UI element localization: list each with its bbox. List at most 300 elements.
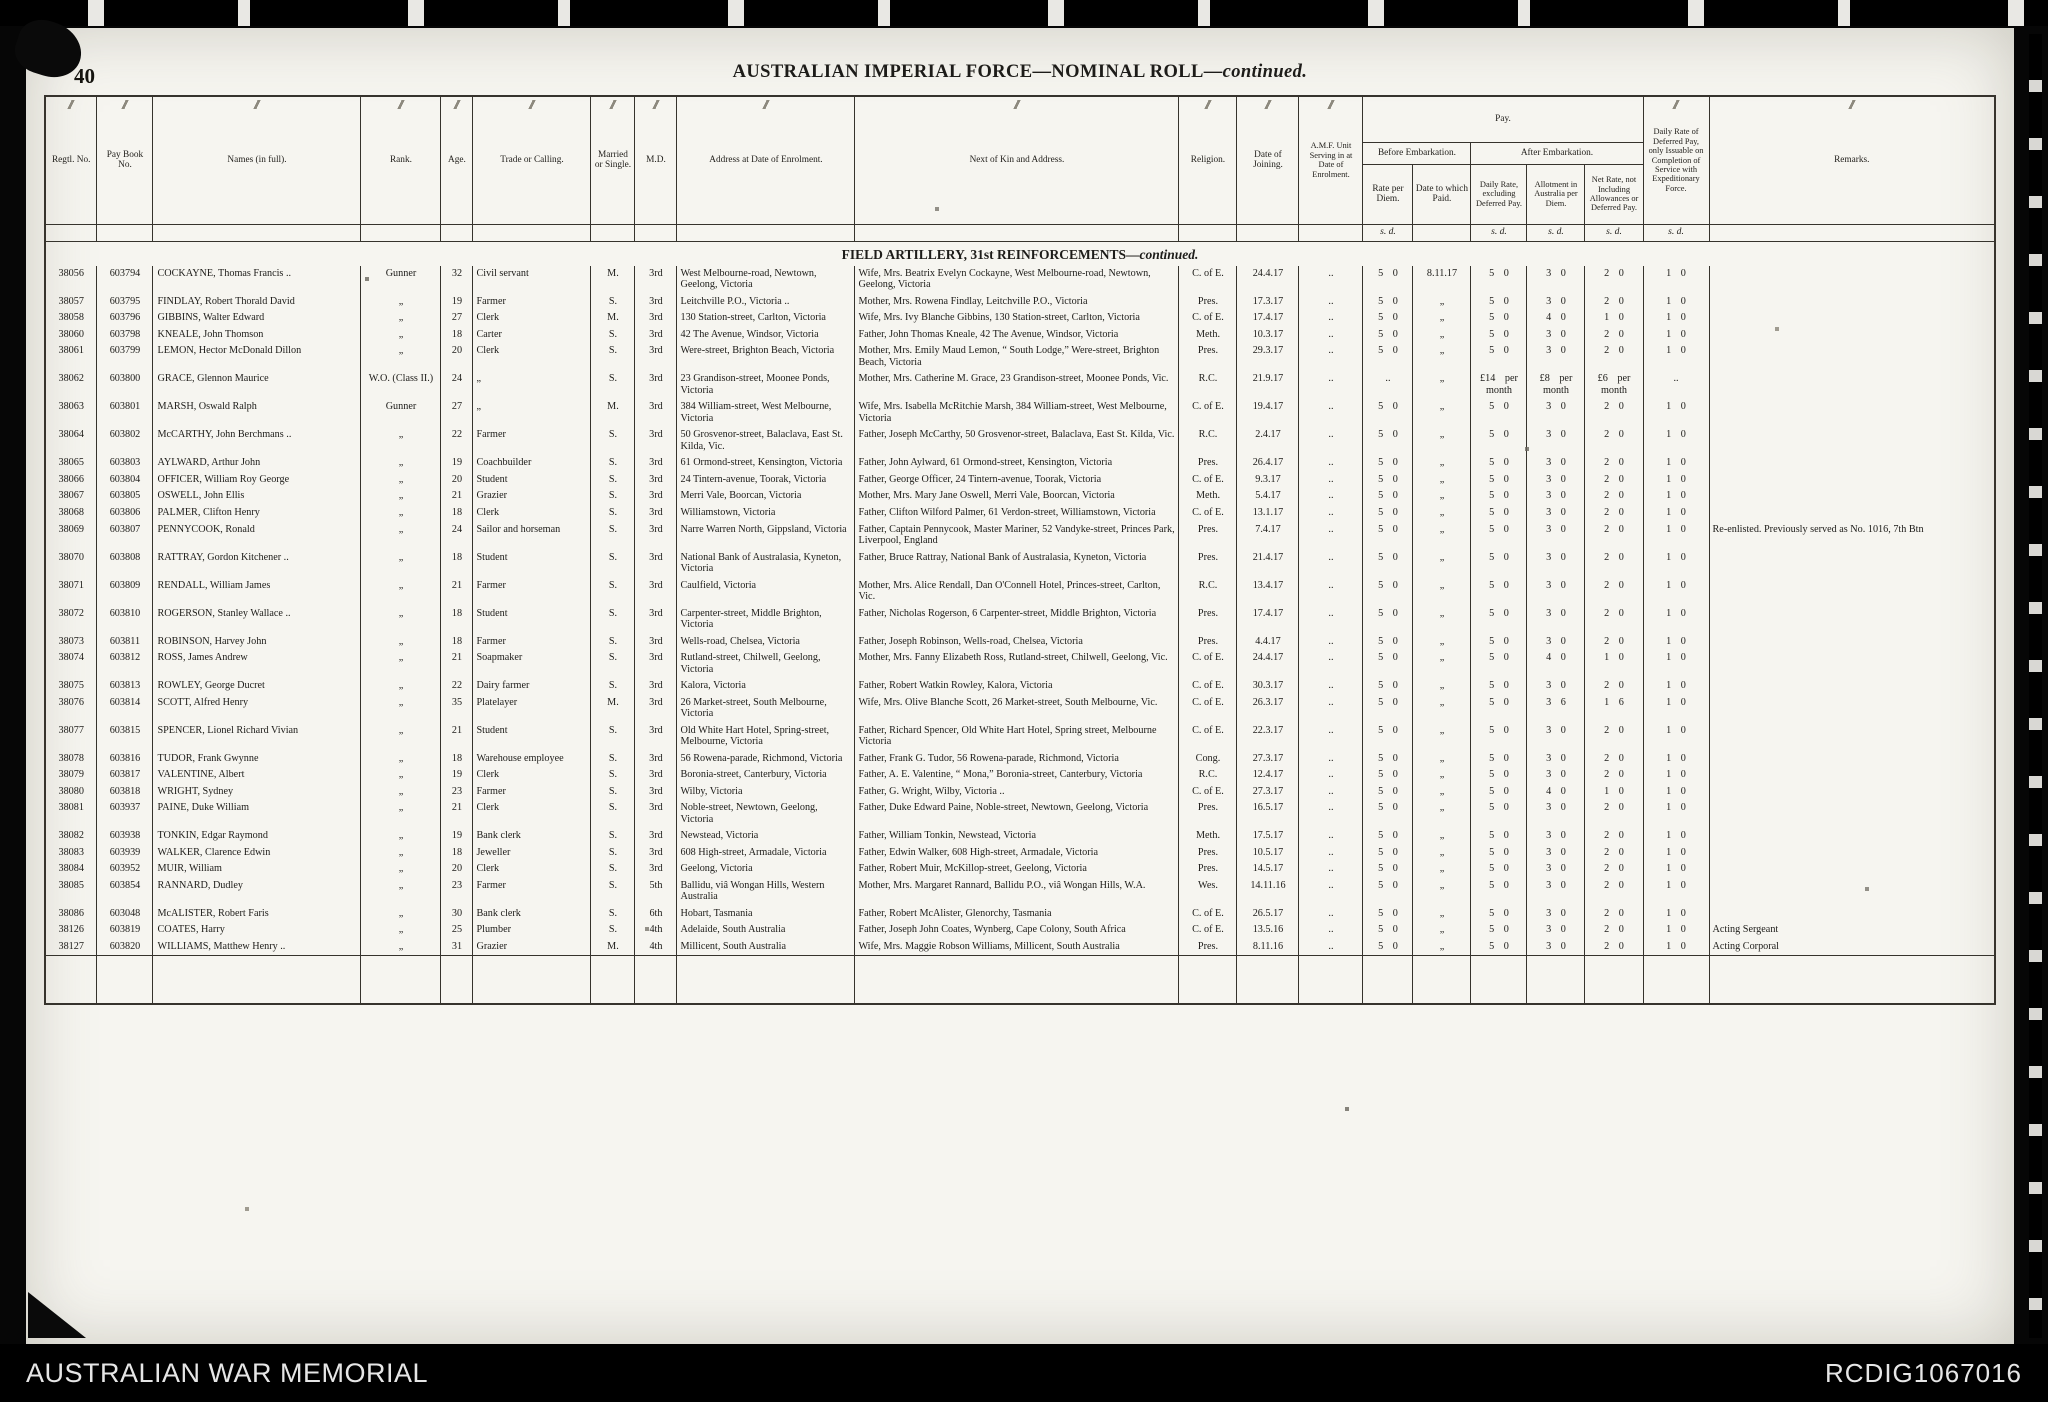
cell-pay-book-no: 603813: [97, 678, 153, 695]
cell-md: 4th: [635, 922, 677, 939]
cell-name: PENNYCOOK, Ronald: [153, 522, 361, 550]
cell-deferred-pay: 1 0: [1643, 310, 1709, 327]
table-row: [45, 550, 1995, 578]
filler-cell: [591, 956, 635, 1004]
cell-age: 22: [441, 427, 473, 455]
cell-address: Were-street, Brighton Beach, Victoria: [677, 343, 855, 371]
cell-regtl-no: 38074: [45, 650, 97, 678]
cell-rate-per-diem: 5 0: [1363, 695, 1413, 723]
cell-remarks: Acting Corporal: [1709, 939, 1995, 956]
cell-age: 19: [441, 828, 473, 845]
cell-name: COATES, Harry: [153, 922, 361, 939]
cell-trade: Grazier: [473, 488, 591, 505]
cell-rate-per-diem: 5 0: [1363, 922, 1413, 939]
cell-date-to-which-paid: „: [1413, 922, 1471, 939]
cell-next-of-kin: Father, Robert Muir, McKillop-street, Geelong, Victoria: [855, 861, 1179, 878]
filler-cell: [473, 956, 591, 1004]
cell-name: COCKAYNE, Thomas Francis ..: [153, 266, 361, 294]
cell-deferred-pay: 1 0: [1643, 455, 1709, 472]
cell-regtl-no: 38070: [45, 550, 97, 578]
cell-daily-rate: 5 0: [1471, 606, 1527, 634]
cell-daily-rate: 5 0: [1471, 695, 1527, 723]
cell-md: 3rd: [635, 784, 677, 801]
cell-regtl-no: 38069: [45, 522, 97, 550]
cell-married-single: S.: [591, 906, 635, 923]
cell-pay-book-no: 603800: [97, 371, 153, 399]
cell-remarks: [1709, 294, 1995, 311]
cell-married-single: M.: [591, 310, 635, 327]
cell-age: 21: [441, 723, 473, 751]
cell-rank: „: [361, 310, 441, 327]
cell-date-of-joining: 8.11.16: [1237, 939, 1299, 956]
cell-married-single: S.: [591, 845, 635, 862]
cell-regtl-no: 38082: [45, 828, 97, 845]
cell-married-single: M.: [591, 266, 635, 294]
cell-net-rate: 2 0: [1585, 266, 1643, 294]
cell-deferred-pay: 1 0: [1643, 294, 1709, 311]
cell-rank: Gunner: [361, 399, 441, 427]
cell-next-of-kin: Father, Joseph John Coates, Wynberg, Cape Colony, South Africa: [855, 922, 1179, 939]
cell-trade: Clerk: [473, 800, 591, 828]
cell-married-single: S.: [591, 650, 635, 678]
cell-rate-per-diem: 5 0: [1363, 634, 1413, 651]
cell-age: 19: [441, 455, 473, 472]
cell-address: 384 William-street, West Melbourne, Victoria: [677, 399, 855, 427]
cell-date-to-which-paid: „: [1413, 371, 1471, 399]
cell-allotment: 3 0: [1527, 606, 1585, 634]
cell-pay-book-no: 603794: [97, 266, 153, 294]
cell-date-to-which-paid: „: [1413, 472, 1471, 489]
cell-pay-book-no: 603854: [97, 878, 153, 906]
cell-married-single: S.: [591, 634, 635, 651]
cell-date-to-which-paid: „: [1413, 678, 1471, 695]
cell-daily-rate: 5 0: [1471, 327, 1527, 344]
cell-rate-per-diem: 5 0: [1363, 751, 1413, 768]
cell-age: 18: [441, 606, 473, 634]
cell-remarks: [1709, 906, 1995, 923]
cell-md: 3rd: [635, 751, 677, 768]
cell-date-of-joining: 26.5.17: [1237, 906, 1299, 923]
cell-md: 3rd: [635, 723, 677, 751]
cell-remarks: [1709, 327, 1995, 344]
cell-next-of-kin: Father, Duke Edward Paine, Noble-street, Newtown, Geelong, Victoria: [855, 800, 1179, 828]
filler-cell: [1179, 956, 1237, 1004]
cell-trade: Farmer: [473, 427, 591, 455]
cell-md: 3rd: [635, 505, 677, 522]
cell-date-to-which-paid: „: [1413, 550, 1471, 578]
cell-religion: C. of E.: [1179, 399, 1237, 427]
cell-religion: C. of E.: [1179, 906, 1237, 923]
cell-date-to-which-paid: „: [1413, 828, 1471, 845]
cell-name: WILLIAMS, Matthew Henry ..: [153, 939, 361, 956]
units-empty: [855, 224, 1179, 241]
cell-rank: „: [361, 488, 441, 505]
cell-pay-book-no: 603811: [97, 634, 153, 651]
cell-amf-unit: ..: [1299, 266, 1363, 294]
cell-pay-book-no: 603805: [97, 488, 153, 505]
cell-pay-book-no: 603809: [97, 578, 153, 606]
cell-daily-rate: 5 0: [1471, 310, 1527, 327]
cell-address: Hobart, Tasmania: [677, 906, 855, 923]
cell-date-to-which-paid: „: [1413, 906, 1471, 923]
cell-trade: Sailor and horseman: [473, 522, 591, 550]
footer-reference: RCDIG1067016: [1825, 1357, 2022, 1388]
filler-cell: [855, 956, 1179, 1004]
cell-md: 3rd: [635, 266, 677, 294]
cell-regtl-no: 38083: [45, 845, 97, 862]
cell-address: Williamstown, Victoria: [677, 505, 855, 522]
cell-rate-per-diem: 5 0: [1363, 550, 1413, 578]
cell-next-of-kin: Mother, Mrs. Emily Maud Lemon, “ South Lodge,” Were-street, Brighton Beach, Victoria: [855, 343, 1179, 371]
cell-pay-book-no: 603808: [97, 550, 153, 578]
cell-daily-rate: 5 0: [1471, 678, 1527, 695]
cell-daily-rate: 5 0: [1471, 800, 1527, 828]
cell-deferred-pay: 1 0: [1643, 399, 1709, 427]
cell-amf-unit: ..: [1299, 861, 1363, 878]
cell-next-of-kin: Father, Bruce Rattray, National Bank of Australasia, Kyneton, Victoria: [855, 550, 1179, 578]
table-row: [45, 723, 1995, 751]
cell-regtl-no: 38060: [45, 327, 97, 344]
cell-date-of-joining: 13.1.17: [1237, 505, 1299, 522]
cell-allotment: 3 0: [1527, 550, 1585, 578]
cell-allotment: 3 0: [1527, 906, 1585, 923]
table-row: [45, 861, 1995, 878]
table-row: [45, 606, 1995, 634]
cell-regtl-no: 38062: [45, 371, 97, 399]
col-header-names: Names (in full).: [153, 96, 361, 224]
cell-pay-book-no: 603820: [97, 939, 153, 956]
cell-next-of-kin: Mother, Mrs. Fanny Elizabeth Ross, Rutland-street, Chilwell, Geelong, Vic.: [855, 650, 1179, 678]
cell-rate-per-diem: 5 0: [1363, 861, 1413, 878]
cell-remarks: [1709, 455, 1995, 472]
cell-rank: „: [361, 695, 441, 723]
cell-date-of-joining: 29.3.17: [1237, 343, 1299, 371]
cell-date-of-joining: 17.4.17: [1237, 606, 1299, 634]
cell-married-single: S.: [591, 327, 635, 344]
cell-religion: C. of E.: [1179, 650, 1237, 678]
cell-allotment: 3 0: [1527, 488, 1585, 505]
cell-married-single: S.: [591, 800, 635, 828]
cell-next-of-kin: Wife, Mrs. Olive Blanche Scott, 26 Market-street, South Melbourne, Vic.: [855, 695, 1179, 723]
cell-remarks: [1709, 878, 1995, 906]
table-row: [45, 578, 1995, 606]
cell-married-single: S.: [591, 922, 635, 939]
cell-md: 3rd: [635, 522, 677, 550]
cell-rate-per-diem: 5 0: [1363, 578, 1413, 606]
table-row: [45, 343, 1995, 371]
units-empty: [1179, 224, 1237, 241]
cell-religion: Meth.: [1179, 828, 1237, 845]
cell-net-rate: 2 0: [1585, 488, 1643, 505]
cell-amf-unit: ..: [1299, 505, 1363, 522]
cell-trade: Student: [473, 550, 591, 578]
cell-remarks: [1709, 606, 1995, 634]
cell-age: 19: [441, 294, 473, 311]
col-group-after-embarkation: After Embarkation.: [1471, 142, 1643, 164]
cell-pay-book-no: 603937: [97, 800, 153, 828]
cell-pay-book-no: 603818: [97, 784, 153, 801]
cell-address: 26 Market-street, South Melbourne, Victoria: [677, 695, 855, 723]
cell-amf-unit: ..: [1299, 310, 1363, 327]
cell-trade: Farmer: [473, 784, 591, 801]
cell-religion: Meth.: [1179, 327, 1237, 344]
cell-pay-book-no: 603803: [97, 455, 153, 472]
cell-married-single: S.: [591, 472, 635, 489]
cell-rate-per-diem: 5 0: [1363, 939, 1413, 956]
cell-age: 18: [441, 845, 473, 862]
cell-married-single: S.: [591, 371, 635, 399]
col-header-amf-unit: A.M.F. Unit Serving in at Date of Enrolment.: [1299, 96, 1363, 224]
table-row: [45, 294, 1995, 311]
cell-deferred-pay: 1 0: [1643, 800, 1709, 828]
cell-married-single: S.: [591, 606, 635, 634]
cell-pay-book-no: 603801: [97, 399, 153, 427]
cell-amf-unit: ..: [1299, 922, 1363, 939]
cell-date-of-joining: 4.4.17: [1237, 634, 1299, 651]
cell-religion: Pres.: [1179, 845, 1237, 862]
cell-daily-rate: 5 0: [1471, 294, 1527, 311]
cell-remarks: [1709, 472, 1995, 489]
cell-next-of-kin: Mother, Mrs. Rowena Findlay, Leitchville P.O., Victoria: [855, 294, 1179, 311]
cell-name: RATTRAY, Gordon Kitchener ..: [153, 550, 361, 578]
filler-cell: [1709, 956, 1995, 1004]
cell-deferred-pay: 1 0: [1643, 266, 1709, 294]
cell-next-of-kin: Father, Captain Pennycook, Master Mariner, 52 Vandyke-street, Princes Park, Liverpool, England: [855, 522, 1179, 550]
cell-rate-per-diem: 5 0: [1363, 505, 1413, 522]
cell-age: 32: [441, 266, 473, 294]
empty-ruled-row: [45, 956, 1995, 1004]
cell-next-of-kin: Father, George Officer, 24 Tintern-avenue, Toorak, Victoria: [855, 472, 1179, 489]
cell-married-single: M.: [591, 939, 635, 956]
cell-daily-rate: 5 0: [1471, 505, 1527, 522]
cell-deferred-pay: 1 0: [1643, 550, 1709, 578]
table-row: [45, 505, 1995, 522]
cell-net-rate: 1 0: [1585, 650, 1643, 678]
cell-name: OSWELL, John Ellis: [153, 488, 361, 505]
col-header-regtl-no: Regtl. No.: [45, 96, 97, 224]
cell-name: SCOTT, Alfred Henry: [153, 695, 361, 723]
filler-cell: [1643, 956, 1709, 1004]
cell-date-of-joining: 27.3.17: [1237, 751, 1299, 768]
cell-religion: Pres.: [1179, 522, 1237, 550]
cell-allotment: 3 0: [1527, 800, 1585, 828]
cell-pay-book-no: 603814: [97, 695, 153, 723]
cell-regtl-no: 38086: [45, 906, 97, 923]
cell-age: 18: [441, 550, 473, 578]
cell-name: ROSS, James Andrew: [153, 650, 361, 678]
cell-allotment: £8 per month: [1527, 371, 1585, 399]
cell-md: 3rd: [635, 371, 677, 399]
cell-md: 3rd: [635, 828, 677, 845]
cell-allotment: 3 0: [1527, 578, 1585, 606]
cell-date-to-which-paid: „: [1413, 751, 1471, 768]
cell-religion: Pres.: [1179, 455, 1237, 472]
cell-remarks: [1709, 650, 1995, 678]
cell-amf-unit: ..: [1299, 427, 1363, 455]
cell-rate-per-diem: 5 0: [1363, 606, 1413, 634]
table-row: [45, 922, 1995, 939]
cell-md: 3rd: [635, 488, 677, 505]
footer-brand: AUSTRALIAN WAR MEMORIAL: [26, 1357, 429, 1388]
cell-date-of-joining: 17.5.17: [1237, 828, 1299, 845]
cell-allotment: 3 6: [1527, 695, 1585, 723]
cell-deferred-pay: 1 0: [1643, 427, 1709, 455]
cell-trade: Clerk: [473, 505, 591, 522]
cell-daily-rate: 5 0: [1471, 550, 1527, 578]
cell-date-to-which-paid: „: [1413, 399, 1471, 427]
cell-pay-book-no: 603817: [97, 767, 153, 784]
cell-name: MUIR, William: [153, 861, 361, 878]
cell-married-single: S.: [591, 878, 635, 906]
cell-net-rate: 2 0: [1585, 678, 1643, 695]
cell-trade: Soapmaker: [473, 650, 591, 678]
cell-daily-rate: 5 0: [1471, 634, 1527, 651]
col-header-deferred-pay: Daily Rate of Deferred Pay, only Issuable on Completion of Service with Expeditionary Force.: [1643, 96, 1709, 224]
cell-regtl-no: 38073: [45, 634, 97, 651]
cell-date-to-which-paid: „: [1413, 578, 1471, 606]
filler-cell: [1471, 956, 1527, 1004]
table-row: [45, 650, 1995, 678]
cell-regtl-no: 38079: [45, 767, 97, 784]
cell-name: GIBBINS, Walter Edward: [153, 310, 361, 327]
cell-daily-rate: 5 0: [1471, 845, 1527, 862]
page-number: 40: [74, 64, 95, 88]
table-row: [45, 472, 1995, 489]
cell-address: Wilby, Victoria: [677, 784, 855, 801]
cell-religion: Pres.: [1179, 343, 1237, 371]
cell-allotment: 3 0: [1527, 678, 1585, 695]
cell-rank: „: [361, 878, 441, 906]
cell-address: 608 High-street, Armadale, Victoria: [677, 845, 855, 862]
filler-cell: [153, 956, 361, 1004]
cell-amf-unit: ..: [1299, 399, 1363, 427]
cell-allotment: 4 0: [1527, 784, 1585, 801]
cell-amf-unit: ..: [1299, 472, 1363, 489]
cell-allotment: 3 0: [1527, 427, 1585, 455]
cell-name: AYLWARD, Arthur John: [153, 455, 361, 472]
cell-net-rate: 2 0: [1585, 550, 1643, 578]
cell-name: LEMON, Hector McDonald Dillon: [153, 343, 361, 371]
cell-next-of-kin: Father, Edwin Walker, 608 High-street, Armadale, Victoria: [855, 845, 1179, 862]
cell-remarks: [1709, 678, 1995, 695]
cell-name: OFFICER, William Roy George: [153, 472, 361, 489]
cell-rank: „: [361, 550, 441, 578]
cell-net-rate: 2 0: [1585, 922, 1643, 939]
cell-date-to-which-paid: „: [1413, 455, 1471, 472]
col-group-pay: Pay.: [1363, 96, 1643, 142]
cell-rank: „: [361, 845, 441, 862]
cell-trade: Bank clerk: [473, 906, 591, 923]
cell-rank: „: [361, 800, 441, 828]
cell-rate-per-diem: 5 0: [1363, 723, 1413, 751]
units-sd-net-rate: s. d.: [1585, 224, 1643, 241]
cell-allotment: 3 0: [1527, 845, 1585, 862]
cell-married-single: S.: [591, 723, 635, 751]
cell-address: Ballidu, viâ Wongan Hills, Western Australia: [677, 878, 855, 906]
cell-deferred-pay: 1 0: [1643, 343, 1709, 371]
cell-married-single: S.: [591, 505, 635, 522]
cell-daily-rate: 5 0: [1471, 427, 1527, 455]
col-header-married-single: Married or Single.: [591, 96, 635, 224]
cell-rank: „: [361, 828, 441, 845]
cell-daily-rate: 5 0: [1471, 399, 1527, 427]
cell-daily-rate: 5 0: [1471, 488, 1527, 505]
cell-age: 23: [441, 784, 473, 801]
cell-daily-rate: 5 0: [1471, 922, 1527, 939]
cell-allotment: 3 0: [1527, 828, 1585, 845]
filler-cell: [97, 956, 153, 1004]
cell-deferred-pay: 1 0: [1643, 828, 1709, 845]
cell-net-rate: 2 0: [1585, 723, 1643, 751]
cell-allotment: 3 0: [1527, 723, 1585, 751]
cell-net-rate: 2 0: [1585, 828, 1643, 845]
cell-rank: „: [361, 723, 441, 751]
cell-date-to-which-paid: „: [1413, 294, 1471, 311]
cell-address: National Bank of Australasia, Kyneton, Victoria: [677, 550, 855, 578]
table-row: [45, 784, 1995, 801]
filler-cell: [1527, 956, 1585, 1004]
cell-age: 24: [441, 522, 473, 550]
cell-date-of-joining: 10.5.17: [1237, 845, 1299, 862]
cell-pay-book-no: 603799: [97, 343, 153, 371]
cell-net-rate: 2 0: [1585, 800, 1643, 828]
cell-md: 3rd: [635, 294, 677, 311]
cell-regtl-no: 38078: [45, 751, 97, 768]
cell-name: ROBINSON, Harvey John: [153, 634, 361, 651]
cell-address: West Melbourne-road, Newtown, Geelong, Victoria: [677, 266, 855, 294]
cell-address: Old White Hart Hotel, Spring-street, Melbourne, Victoria: [677, 723, 855, 751]
cell-trade: Clerk: [473, 343, 591, 371]
cell-trade: Jeweller: [473, 845, 591, 862]
cell-rate-per-diem: 5 0: [1363, 343, 1413, 371]
cell-rate-per-diem: 5 0: [1363, 472, 1413, 489]
cell-rate-per-diem: 5 0: [1363, 784, 1413, 801]
cell-deferred-pay: 1 0: [1643, 327, 1709, 344]
cell-daily-rate: 5 0: [1471, 861, 1527, 878]
cell-rank: „: [361, 751, 441, 768]
cell-address: Noble-street, Newtown, Geelong, Victoria: [677, 800, 855, 828]
cell-date-to-which-paid: „: [1413, 427, 1471, 455]
page-title: [26, 28, 2014, 83]
cell-next-of-kin: Mother, Mrs. Mary Jane Oswell, Merri Vale, Boorcan, Victoria: [855, 488, 1179, 505]
cell-religion: R.C.: [1179, 578, 1237, 606]
cell-md: 3rd: [635, 578, 677, 606]
cell-age: 22: [441, 678, 473, 695]
col-header-remarks: Remarks.: [1709, 96, 1995, 224]
cell-trade: Clerk: [473, 861, 591, 878]
cell-trade: Clerk: [473, 767, 591, 784]
cell-name: PAINE, Duke William: [153, 800, 361, 828]
cell-remarks: [1709, 550, 1995, 578]
cell-daily-rate: 5 0: [1471, 723, 1527, 751]
cell-amf-unit: ..: [1299, 939, 1363, 956]
cell-allotment: 4 0: [1527, 650, 1585, 678]
cell-religion: C. of E.: [1179, 266, 1237, 294]
cell-deferred-pay: ..: [1643, 371, 1709, 399]
cell-remarks: [1709, 578, 1995, 606]
cell-rank: „: [361, 505, 441, 522]
cell-date-to-which-paid: „: [1413, 343, 1471, 371]
cell-amf-unit: ..: [1299, 550, 1363, 578]
cell-amf-unit: ..: [1299, 343, 1363, 371]
filler-cell: [45, 956, 97, 1004]
cell-net-rate: 2 0: [1585, 455, 1643, 472]
table-row: [45, 310, 1995, 327]
cell-amf-unit: ..: [1299, 878, 1363, 906]
cell-regtl-no: 38085: [45, 878, 97, 906]
cell-date-of-joining: 21.9.17: [1237, 371, 1299, 399]
cell-net-rate: 2 0: [1585, 606, 1643, 634]
